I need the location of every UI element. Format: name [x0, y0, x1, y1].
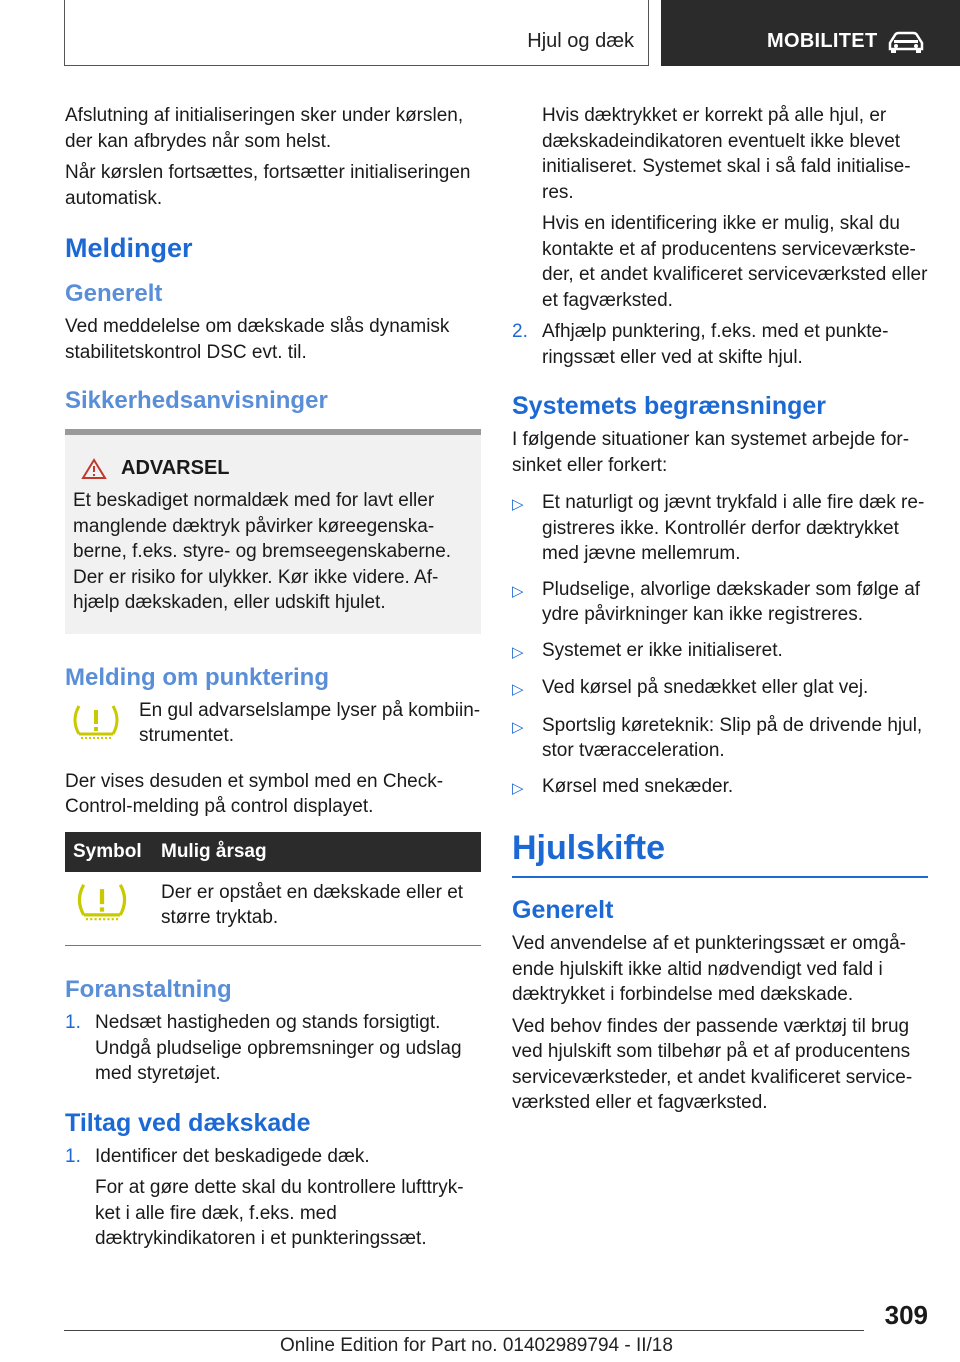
header-chapter-box: [661, 0, 960, 66]
chapter-title: MOBILITET: [767, 30, 878, 52]
left-column: [65, 103, 481, 1258]
list-item: ▷ Systemet er ikke initialiseret.: [512, 638, 928, 666]
heading-foranstaltning: Foranstaltning: [65, 976, 232, 1003]
heading-generelt-2: Generelt: [512, 896, 614, 924]
section-title: Hjul og dæk: [527, 30, 634, 52]
table-header-cause: Mulig årsag: [153, 832, 481, 872]
warning-box: [65, 429, 481, 634]
bullet-icon: ▷: [512, 582, 524, 600]
bullet-icon: ▷: [512, 681, 524, 698]
bullet-icon: ▷: [512, 779, 524, 797]
heading-tiltag: Tiltag ved dækskade: [65, 1108, 311, 1137]
lamp-text: En gul advarselslampe lyser på kombiinstrumentet.: [139, 699, 481, 746]
heading-hjulskifte: Hjulskifte: [512, 829, 928, 878]
list-item: ▷ Sportslig køreteknik: Slip på de drivende hjul, stor tværacceleration.: [512, 713, 928, 764]
warning-triangle-icon: [81, 458, 107, 480]
symbol-table: [65, 832, 481, 947]
table-row: [65, 872, 481, 946]
warning-text: Et beskadiget normaldæk med for lavt eller manglende dæktryk påvirker køreegenskaberne, f.eks. styre- og bremseegenskaberne. Der er risiko for ulykker. Kør ikke videre. Afhjælp dækskaden, eller udskift hjulet.: [73, 490, 452, 613]
tire-pressure-warning-icon: [69, 702, 123, 742]
list-item: ▷ Et naturligt og jævnt trykfald i alle fire dæk registreres ikke. Kontrollér derfor dæktrykket med jævne mellemrum.: [512, 490, 928, 567]
paragraph: I følgende situationer kan systemet arbejde forsinket eller forkert:: [512, 429, 910, 476]
paragraph: Ved meddelelse om dækskade slås dynamisk stabilitetskontrol DSC evt. til.: [65, 316, 450, 363]
paragraph: Ved anvendelse af et punkteringssæt er omgående hjulskift ikke altid nødvendigt ved fald i dæktrykket i forbindelse med dækskade.: [512, 933, 906, 1005]
heading-generelt: Generelt: [65, 280, 163, 307]
heading-sikkerhed: Sikkerhedsanvisninger: [65, 387, 328, 414]
list-item: ▷ Kørsel med snekæder.: [512, 774, 928, 802]
list-item: 1. Nedsæt hastigheden og stands forsigtigt. Undgå pludselige opbremsninger og udslag med styretøjet.: [65, 1012, 462, 1084]
heading-punktering: Melding om punktering: [65, 663, 329, 691]
paragraph: Ved behov findes der passende værktøj til brug ved hjulskift som tilbehør på et af producentens serviceværksteder, et andet kvalificeret serviceværksted eller et fagværksted.: [512, 1015, 913, 1113]
footer-divider: [64, 1330, 864, 1331]
heading-begraensninger: Systemets begrænsninger: [512, 392, 826, 420]
list-item: ▷ Pludselige, alvorlige dækskader som følge af ydre påvirkninger kan ikke registreres.: [512, 577, 928, 628]
warning-title: ADVARSEL: [121, 457, 230, 479]
list-item: 2. Afhjælp punktering, f.eks. med et punkteringssæt eller ved at skifte hjul.: [512, 321, 889, 368]
paragraph: Hvis dæktrykket er korrekt på alle hjul, er dækskadeindikatoren eventuelt ikke blevet initialiseret. Systemet skal i så fald initialiseres.: [542, 105, 911, 203]
paragraph: Der vises desuden et symbol med en Check-Control-melding på control displayet.: [65, 770, 444, 817]
paragraph: For at gøre dette skal du kontrollere lufttrykket i alle fire dæk, f.eks. med dæktrykindikatoren i et punkteringssæt.: [95, 1177, 464, 1249]
list-item: 1. Identificer det beskadigede dæk.: [65, 1145, 370, 1167]
footer-text: Online Edition for Part no. 01402989794 - II/18: [280, 1335, 673, 1356]
heading-meldinger: Meldinger: [65, 233, 193, 263]
header-section-box: [64, 0, 649, 66]
bullet-icon: ▷: [512, 718, 524, 736]
page-number: 309: [884, 1300, 928, 1330]
right-column: [512, 103, 928, 1122]
table-header-symbol: Symbol: [65, 832, 153, 872]
tire-pressure-warning-icon: [73, 880, 131, 924]
paragraph: Hvis en identificering ikke er mulig, skal du kontakte et af producentens serviceværksteder, et andet kvalificeret serviceværksted eller et fagværksted.: [542, 213, 928, 311]
bullet-icon: ▷: [512, 496, 524, 513]
table-cell-cause: Der er opstået en dækskade eller et større tryktab.: [153, 872, 481, 946]
bullet-icon: ▷: [512, 643, 524, 661]
list-item: ▷ Ved kørsel på snedækket eller glat vej.: [512, 675, 928, 703]
paragraph: Afslutning af initialiseringen sker under kørslen, der kan afbrydes når som helst.: [65, 105, 464, 152]
paragraph: Når kørslen fortsættes, fortsætter initialiseringen automatisk.: [65, 162, 471, 209]
car-icon: [887, 31, 925, 53]
lamp-row: [65, 698, 481, 755]
